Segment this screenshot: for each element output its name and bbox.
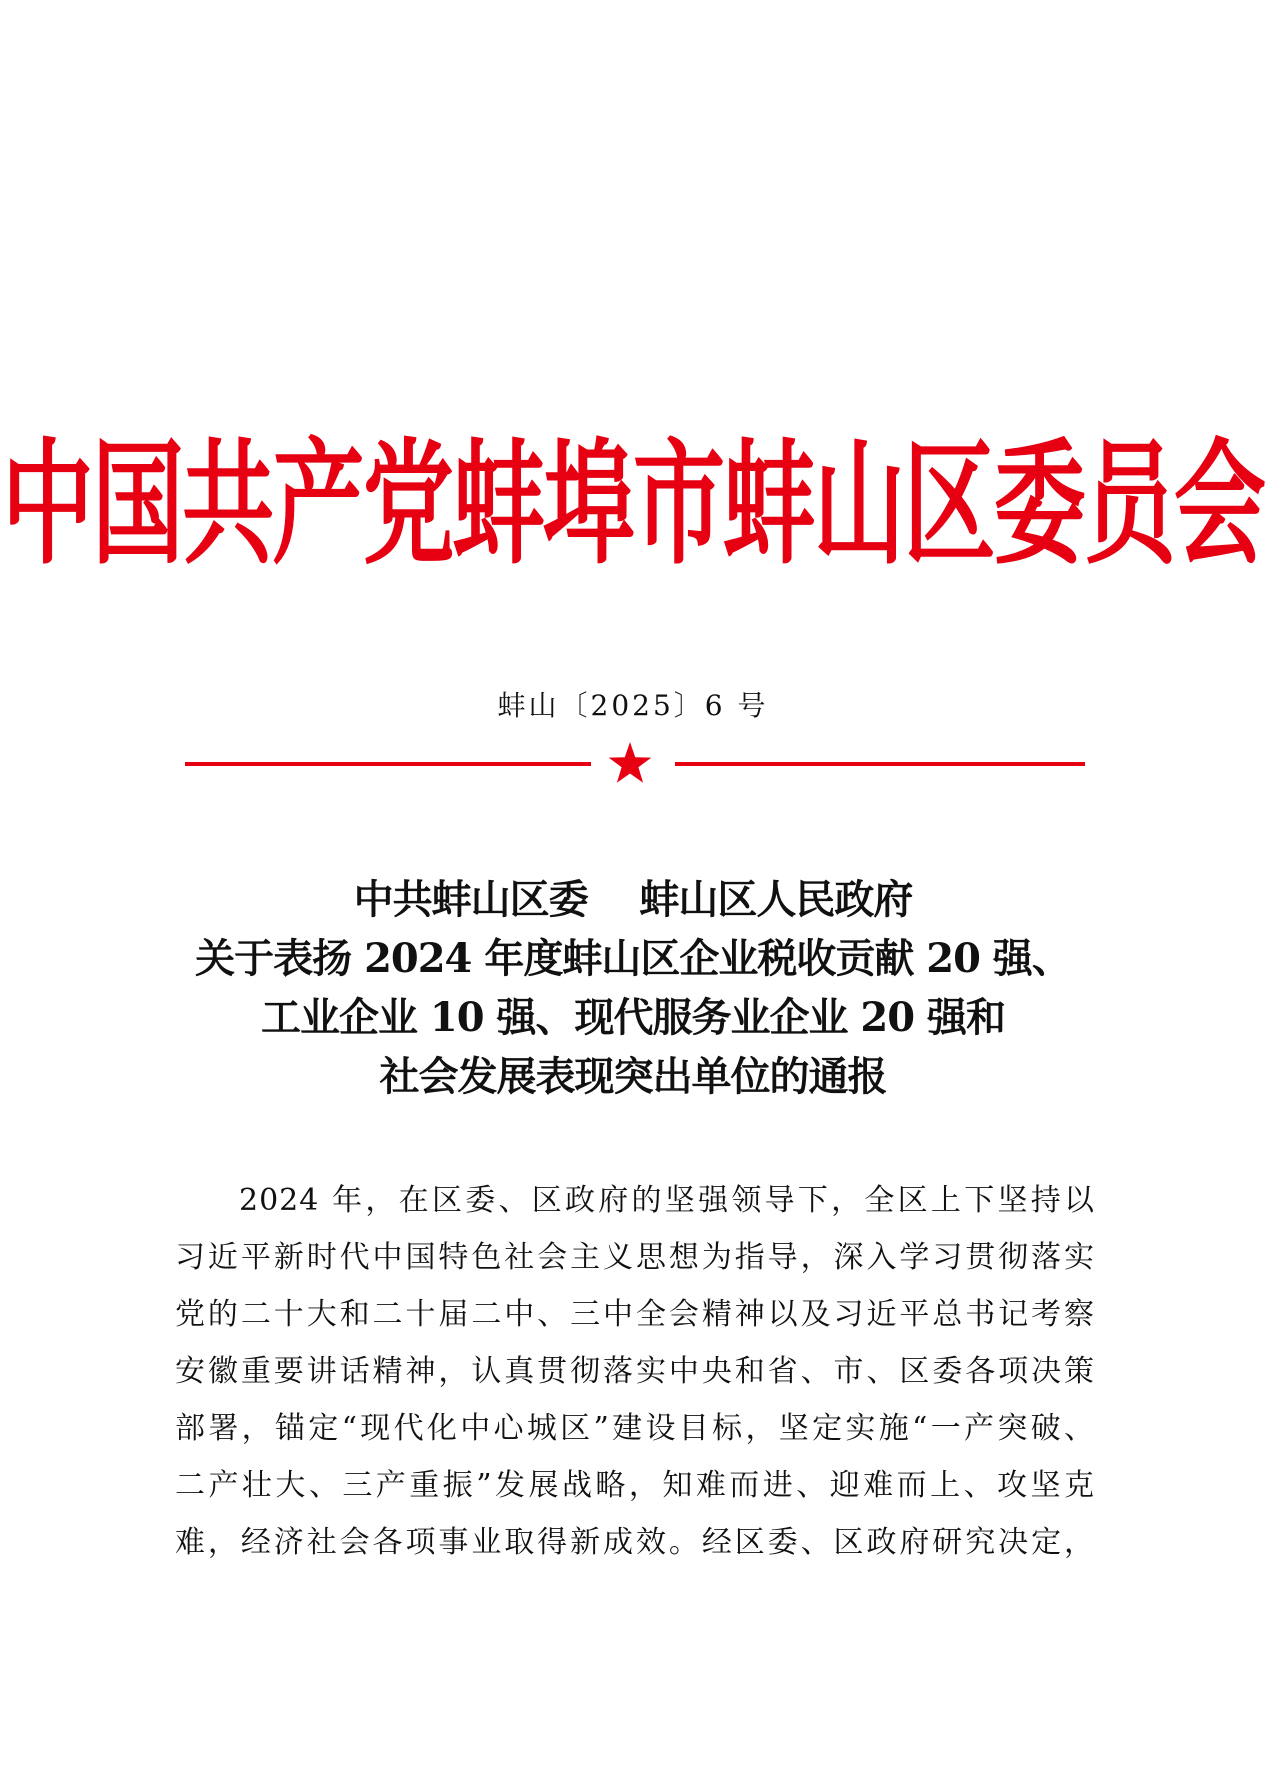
body-line: 安徽重要讲话精神，认真贯彻落实中央和省、市、区委各项决策 bbox=[175, 1354, 1095, 1389]
notice-title-line: 工业企业 10 强、现代服务业企业 20 强和 bbox=[260, 994, 1006, 1041]
body-paragraph bbox=[175, 1172, 1095, 1571]
body-line: 难，经济社会各项事业取得新成效。经区委、区政府研究决定， bbox=[175, 1525, 1095, 1560]
red-divider bbox=[185, 740, 1085, 788]
masthead-title: 中国共产党蚌埠市蚌山区委员会 bbox=[1, 425, 1265, 584]
document-number: 蚌山〔2025〕6 号 bbox=[497, 689, 769, 722]
body-line: 2024 年，在区委、区政府的坚强领导下，全区上下坚持以 bbox=[239, 1183, 1095, 1218]
divider-line-right bbox=[675, 762, 1085, 766]
notice-title bbox=[0, 870, 1266, 1106]
body-line: 部署，锚定“现代化中心城区”建设目标，坚定实施“一产突破、 bbox=[175, 1411, 1095, 1446]
body-line: 习近平新时代中国特色社会主义思想为指导，深入学习贯彻落实 bbox=[175, 1240, 1095, 1275]
divider-line-left bbox=[185, 762, 591, 766]
star-icon bbox=[606, 740, 654, 788]
red-masthead bbox=[0, 420, 1266, 590]
body-line: 党的二十大和二十届二中、三中全会精神以及习近平总书记考察 bbox=[175, 1297, 1095, 1332]
notice-title-line: 中共蚌山区委 蚌山区人民政府 bbox=[353, 876, 913, 923]
notice-title-line: 关于表扬 2024 年度蚌山区企业税收贡献 20 强、 bbox=[195, 935, 1071, 982]
body-line: 二产壮大、三产重振”发展战略，知难而进、迎难而上、攻坚克 bbox=[175, 1468, 1095, 1503]
notice-title-line: 社会发展表现突出单位的通报 bbox=[379, 1053, 887, 1100]
